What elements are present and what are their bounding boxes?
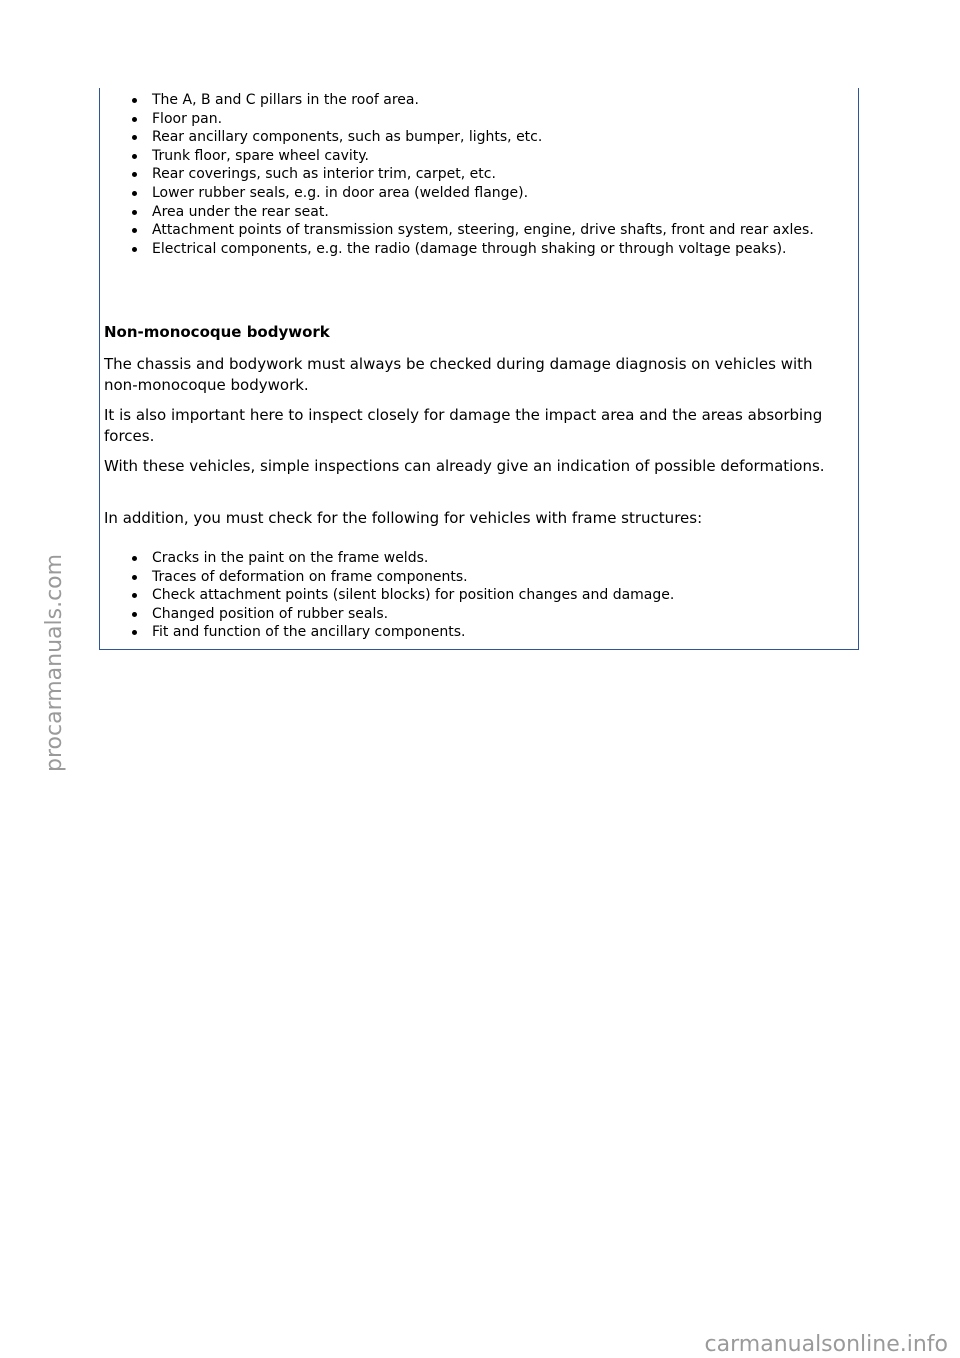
list-item: Electrical components, e.g. the radio (damage through shaking or through voltage peaks). [152, 240, 852, 259]
content-box [99, 88, 859, 650]
damage-check-list [152, 91, 852, 258]
list-item: The A, B and C pillars in the roof area. [152, 91, 852, 110]
list-item: Lower rubber seals, e.g. in door area (welded flange). [152, 184, 852, 203]
list-item: Area under the rear seat. [152, 203, 852, 222]
list-item: Rear ancillary components, such as bumper, lights, etc. [152, 128, 852, 147]
list-item: Changed position of rubber seals. [152, 605, 852, 624]
list-item: Attachment points of transmission system, steering, engine, drive shafts, front and rear axles. [152, 221, 852, 240]
section-heading: Non-monocoque bodywork [104, 323, 330, 341]
paragraph: It is also important here to inspect closely for damage the impact area and the areas absorbing forces. [104, 406, 823, 445]
paragraph: With these vehicles, simple inspections can already give an indication of possible deformations. [104, 457, 825, 475]
list-item: Fit and function of the ancillary components. [152, 623, 852, 642]
frame-check-list [152, 549, 852, 642]
list-item: Check attachment points (silent blocks) for position changes and damage. [152, 586, 852, 605]
bottom-watermark: carmanualsonline.info [704, 1332, 948, 1357]
list-item: Trunk floor, spare wheel cavity. [152, 147, 852, 166]
paragraph: In addition, you must check for the following for vehicles with frame structures: [104, 509, 703, 527]
list-item: Rear coverings, such as interior trim, carpet, etc. [152, 165, 852, 184]
side-watermark: procarmanuals.com [42, 553, 67, 772]
list-item: Cracks in the paint on the frame welds. [152, 549, 852, 568]
list-item: Traces of deformation on frame components. [152, 568, 852, 587]
paragraph: The chassis and bodywork must always be checked during damage diagnosis on vehicles with non-monocoque bodywork. [104, 355, 813, 394]
list-item: Floor pan. [152, 110, 852, 129]
